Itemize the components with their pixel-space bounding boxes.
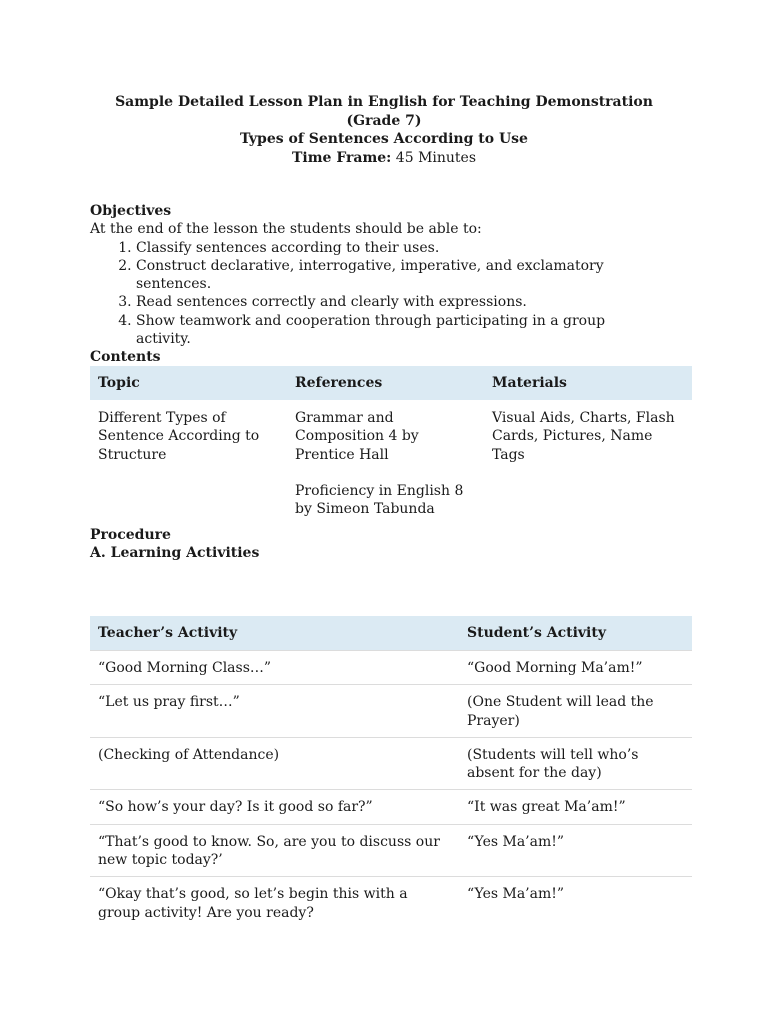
activity-row bbox=[90, 685, 692, 738]
contents-row bbox=[90, 400, 692, 525]
contents-table bbox=[90, 366, 692, 525]
teacher-activity: “Let us pray first…” bbox=[90, 685, 459, 738]
contents-heading: Contents bbox=[90, 349, 161, 366]
objective-item: 1. Classify sentences according to their uses. bbox=[136, 239, 630, 257]
teacher-activity: “Okay that’s good, so let’s begin this with a group activity! Are you ready? bbox=[90, 877, 459, 929]
topic-cell: Different Types of Sentence According to Structure bbox=[98, 410, 260, 463]
student-activity: (Students will tell who’s absent for the day) bbox=[459, 737, 692, 790]
student-activity: (One Student will lead the Prayer) bbox=[459, 685, 692, 738]
references-cell bbox=[287, 400, 484, 525]
learning-activities-heading: A. Learning Activities bbox=[90, 545, 260, 562]
activities-table bbox=[90, 616, 692, 929]
contents-header-row bbox=[90, 366, 692, 400]
column-header-topic: Topic bbox=[90, 366, 287, 400]
time-frame-label: Time Frame: bbox=[291, 149, 392, 166]
lesson-topic: Types of Sentences According to Use bbox=[240, 131, 528, 147]
lesson-header bbox=[0, 93, 768, 167]
student-activity: “Yes Ma’am!” bbox=[459, 877, 692, 929]
document-title: Sample Detailed Lesson Plan in English for Teaching Demonstration bbox=[115, 94, 653, 110]
activity-row bbox=[90, 737, 692, 790]
objectives-section bbox=[90, 202, 630, 367]
objectives-list bbox=[90, 239, 630, 349]
time-frame-value: 45 Minutes bbox=[391, 149, 477, 166]
objectives-heading: Objectives bbox=[90, 203, 172, 219]
objectives-intro: At the end of the lesson the students should be able to: bbox=[90, 221, 482, 238]
teacher-activity: “So how’s your day? Is it good so far?” bbox=[90, 790, 459, 824]
column-header-teacher: Teacher’s Activity bbox=[90, 616, 459, 651]
teacher-activity: (Checking of Attendance) bbox=[90, 737, 459, 790]
objective-item: 2. Construct declarative, interrogative, imperative, and exclamatory sentences. bbox=[136, 257, 630, 294]
time-frame bbox=[0, 149, 768, 168]
procedure-heading: Procedure bbox=[90, 527, 171, 543]
objective-item: 4. Show teamwork and cooperation through participating in a group activity. bbox=[136, 312, 630, 349]
activity-row bbox=[90, 877, 692, 929]
objective-item: 3. Read sentences correctly and clearly with expressions. bbox=[136, 293, 630, 311]
column-header-references: References bbox=[287, 366, 484, 400]
procedure-section bbox=[90, 526, 259, 563]
column-header-materials: Materials bbox=[484, 366, 692, 400]
teacher-activity: “That’s good to know. So, are you to discuss our new topic today?’ bbox=[90, 824, 459, 877]
grade-level: (Grade 7) bbox=[346, 112, 422, 129]
student-activity: “It was great Ma’am!” bbox=[459, 790, 692, 824]
student-activity: “Good Morning Ma’am!” bbox=[459, 651, 692, 685]
student-activity: “Yes Ma’am!” bbox=[459, 824, 692, 877]
column-header-student: Student’s Activity bbox=[459, 616, 692, 651]
activity-row bbox=[90, 651, 692, 685]
activities-header-row bbox=[90, 616, 692, 651]
reference-item: Proficiency in English 8 by Simeon Tabunda bbox=[295, 482, 464, 518]
activity-row bbox=[90, 824, 692, 877]
materials-cell: Visual Aids, Charts, Flash Cards, Pictures, Name Tags bbox=[492, 410, 675, 463]
reference-item: Grammar and Composition 4 by Prentice Hall bbox=[295, 410, 419, 463]
teacher-activity: “Good Morning Class…” bbox=[90, 651, 459, 685]
activity-row bbox=[90, 790, 692, 824]
